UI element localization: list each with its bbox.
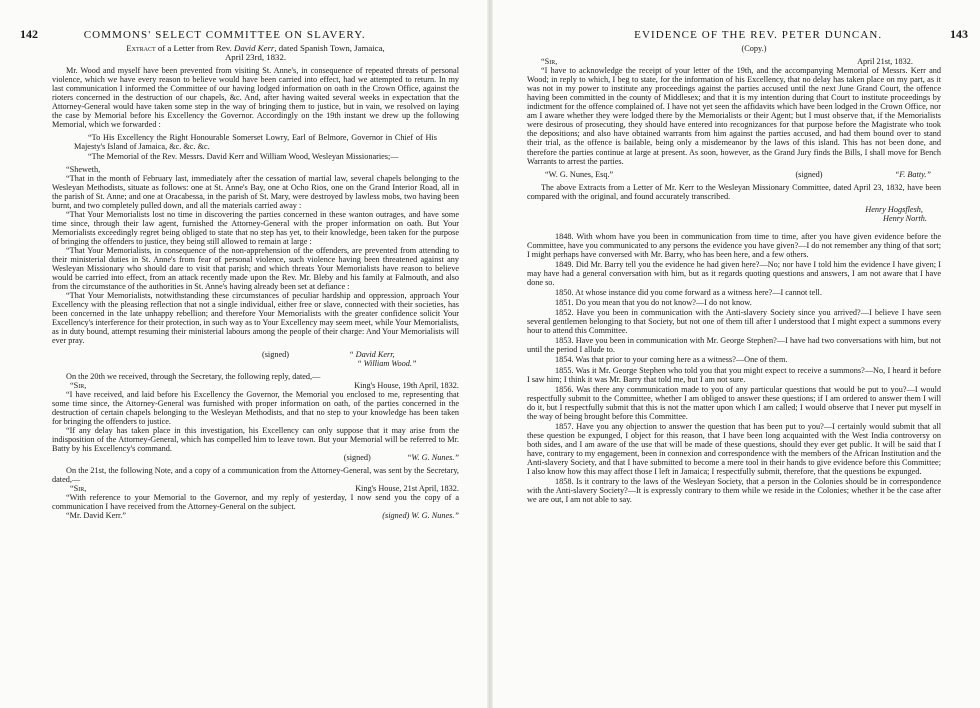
extract-heading-rest: , dated Spanish Town, Jamaica, xyxy=(274,43,385,53)
reply2-paragraph: “With reference to your Memorial to the Governor, and my reply of yesterday, I now send you the copy of a communication I have received from the Attorney-General on the subject. xyxy=(52,493,459,512)
question-1854: 1854. Was that prior to your coming here as a witness?—One of them. xyxy=(555,355,788,365)
extract-heading-date: April 23rd, 1832. xyxy=(224,52,287,63)
witness-north xyxy=(527,214,941,223)
signature-david-kerr: “ David Kerr, xyxy=(348,349,395,359)
copy-letter-addressee: “W. G. Nunes, Esq.” xyxy=(545,169,614,179)
copy-label: (Copy.) xyxy=(741,44,767,53)
question-1856: 1856. Was there any communication made to you of any particular questions that would be put to you?—I would respectfully submit to the Committee, whether I am obliged to answer these questions; if I am ordered to answer them I will do it, but I respectfully submit that this is not the matter upon which I am called; I would observe that I never put myself in the way of being brought before this Committee. xyxy=(527,384,941,421)
copy-letter-signature-name: “F. Batty.” xyxy=(894,169,931,179)
copy-letter-signed-label: (signed) xyxy=(795,169,823,179)
reply2-salutation: “Sir, xyxy=(70,484,87,494)
copy-letter-salutation: “Sir, xyxy=(541,57,558,67)
question-1855: 1855. Was it Mr. George Stephen who told you that you might expect to receive a summons?—No, I heard it before I saw him; I think it was Mr. Barry that told me, but I am not sure. xyxy=(527,365,941,384)
question-1848: 1848. With whom have you been in communication from time to time, after you have given evidence before the Committee, have you communicated to any persons the evidence you have given?—I do not remember any thing of that sort; I might perhaps have conversed with Mr. Barry, who has been here, and a few others. xyxy=(527,231,941,259)
reply1-dateline: King's House, 19th April, 1832. xyxy=(354,380,459,390)
extract-heading-mid: of a Letter from Rev. xyxy=(155,43,234,53)
question-1849: 1849. Did Mr. Barry tell you the evidence he had given here?—No; nor have I told him the evidence I have given; I may have had a general conversation with him, but as it regards quoting questions and answers, I am not aware that I have done so. xyxy=(527,259,941,288)
extract-heading-prefix: Extract xyxy=(126,43,156,53)
extract-heading-author: David Kerr xyxy=(233,43,275,53)
reply-intro: On the 20th we received, through the Secretary, the following reply, dated,— xyxy=(66,371,321,381)
memorial-paragraph: “That Your Memorialists lost no time in discovering the parties concerned in these wanton outrages, and have some time since, through their law agent, furnished the Attorney-General with the proper information on oath. But Your Memorialists exceedingly regret being obliged to state that no step has yet, to their knowledge, been taken for the purpose of bringing the offenders to justice, they being still allowed to remain at large : xyxy=(52,209,459,246)
reply1-dateline-row xyxy=(52,381,459,390)
reply1-paragraph: “If any delay has taken place in this investigation, his Excellency can only suppose that it may arise from the indisposition of the Attorney-General, which has compelled him to leave town. But your Memorial will be referred to Mr. Batty by his Excellency's command. xyxy=(52,425,459,453)
reply1-signature-name: “W. G. Nunes.” xyxy=(406,453,459,463)
question-1853: 1853. Have you been in communication with Mr. George Stephen?—I have had two conversations with him, but not until the period I allude to. xyxy=(527,336,941,355)
right-page-number: 143 xyxy=(950,27,968,41)
reply1-paragraph: “I have received, and laid before his Excellency the Governor, the Memorial you enclosed to me, representing that some time since, the Attorney-General was furnished with proper information on oath, of the parties concerned in the destruction of certain chapels belonging to the Wesleyan Methodists, and that no step to your knowledge has been taken for bringing the offenders to justice. xyxy=(52,389,459,426)
question-1858: 1858. Is it contrary to the laws of the Wesleyan Society, that a person in the Colonies should be in correspondence with the Anti-slavery Society?—It is expressly contrary to them while we reside in the Colonies; whether it be the case after we are out, I am not able to say. xyxy=(527,477,941,505)
copy-letter-body: “I have to acknowledge the receipt of your letter of the 19th, and the accompanying Memorial of Messrs. Kerr and Wood; in reply to which, I beg to state, for the information of his Excellency, that no delay has taken place on my part, as it was not in my power to institute any proceedings against the parties accused until the next June Grand Court, the offence having been committed in the county of Middlesex; and that it is my intention during that Court to institute proceedings by indictment for the offence complained of. I have not yet seen the affidavits which have been lodged in the Crown Office, nor am I aware whether they were lodged there by the Memorialists or their Agent; but I must observe that, if the Memorialists were desirous of prosecuting, they should have entered into recognizances for that purpose before the Magistrate who took the depositions; and also have obtained warrants from him against the parties accused, and had them bound over to stand their trial, as the offence is bailable, being only a misdemeanor by the laws of this island. This has not been done, and therefore the parties continue at large at present. As soon, however, as the Grand Jury finds the Bills, I shall move for Bench Warrants to arrest the parties. xyxy=(527,66,941,166)
memorial-address: “To His Excellency the Right Honourable Somerset Lowry, Earl of Belmore, Governor in Chief of His Majesty's Island of Jamaica, &c. &c. &c. xyxy=(74,133,437,152)
question-1857: 1857. Have you any objection to answer the question that has been put to you?—I certainly would submit that all these question be expunged, I object for this reason, that I have been long acquainted with the West India controversy on both sides, and I am aware of the use that will be made of these questions, should they ever get public. It will be said that I have, contrary to my engagement, been in connexion and correspondence with the members of the African Institution and the Anti-slavery Society, and that I have submitted to become a mere tool in their hands to give evidence before this Committee; I also know how this may affect those I left in Jamaica; I respectfully submit, therefore, that the questions be expunged. xyxy=(527,421,941,477)
left-page-header xyxy=(20,27,366,42)
memorial-paragraph: “That Your Memorialists, notwithstanding these circumstances of peculiar hardship and oppression, approach Your Excellency with the pleasing reflection that not a single individual, either free or slave, connected with their societies, has been concerned in the late unhappy rebellion; and therefore Your Memorialists with the greater confidence solicit Your Excellency's interference for their protection, in such way as to Your Excellency may seem meet, while Your Memorialists, as in duty bound, attempt resuming their ministerial labours among the people of their charge: And Your Memorialists will ever pray. xyxy=(52,291,459,346)
right-page-header xyxy=(634,27,968,42)
witness-north-name: Henry North. xyxy=(883,213,927,223)
reply2-dateline-row xyxy=(52,484,459,493)
witness-hogsflesh xyxy=(527,205,941,214)
reply1-signature xyxy=(52,453,459,462)
reply2-signature: (signed) W. G. Nunes.” xyxy=(382,511,459,521)
question-1852: 1852. Have you been in communication with the Anti-slavery Society since you arrived?—I believe I have seen several gentlemen belonging to that Society, but not one of them till after I understood that I might expect a summons every hour to attend this Committee. xyxy=(527,308,941,336)
reply2-dateline: King's House, 21st April, 1832. xyxy=(355,484,459,494)
right-running-head: EVIDENCE OF THE REV. PETER DUNCAN. xyxy=(634,29,883,41)
left-page-body xyxy=(52,44,459,520)
memorial-paragraph: “That in the month of February last, immediately after the cessation of martial law, several chapels belonging to the Wesleyan Methodists, situate as follows: one at St. Anne's Bay, one at Ocho Rios, one on the Grand Interior Road, all in the parish of St. Anne; and one at Oracabessa, in the parish of St. Mary, were destroyed by lawless mobs, two having been burnt, and two completely pulled down, and all the materials carried away : xyxy=(52,173,459,210)
memorial-signature xyxy=(52,350,459,368)
reply1-signed-label: (signed) xyxy=(343,453,371,463)
note-intro: On the 21st, the following Note, and a copy of a communication from the Attorney-General, was sent by the Secretary, dated,— xyxy=(52,466,459,485)
memorial-title: “The Memorial of the Rev. Messrs. David Kerr and William Wood, Wesleyan Missionaries;— xyxy=(88,151,399,161)
left-page-number: 142 xyxy=(20,27,38,41)
reply2-closing xyxy=(52,511,459,520)
memorial-sheweth: “Sheweth, xyxy=(66,164,101,174)
memorial-paragraph: “That Your Memorialists, in consequence of the non-apprehension of the offenders, are prevented from attending to their ministerial duties in St. Anne's from fear of personal violence, such violence having been threatened against any Wesleyan Missionary who should dare to visit that parish; and which threats Your Memorialists have reason to believe would be carried into effect, from an attack recently made upon the Rev. Mr. Bleby and his family at Falmouth, and also from the circumstance of the authorities in St. Anne's having already been set at defiance : xyxy=(52,245,459,292)
reply2-addressee: “Mr. David Kerr.” xyxy=(66,511,127,521)
signature-william-wood: “ William Wood.” xyxy=(356,358,417,368)
question-1850: 1850. At whose instance did you come forward as a witness here?—I cannot tell. xyxy=(555,288,822,298)
copy-letter-dateline-row xyxy=(527,57,941,66)
memorial-signed-label: (signed) xyxy=(261,349,290,359)
question-1851: 1851. Do you mean that you do not know?—I do not know. xyxy=(555,298,752,308)
left-running-head: COMMONS' SELECT COMMITTEE ON SLAVERY. xyxy=(83,29,366,41)
intro-paragraph: Mr. Wood and myself have been prevented from visiting St. Anne's, in consequence of repeated threats of personal violence, which we have every reason to believe would have been carried into effect, had we attempted to return. In my last communication I informed the Committee of our having lodged information on oath in the Crown Office, against the rioters concerned in the destruction of our chapels, &c. And, after having waited several weeks in expectation that the Attorney-General would have taken some step in the way of bringing them to justice, but in vain, we resolved on laying the case by Memorial before his Excellency the Governor. Accordingly on the 19th instant we drew up the following Memorial, which we forwarded : xyxy=(52,66,459,130)
comparison-note: The above Extracts from a Letter of Mr. Kerr to the Wesleyan Missionary Committee, dated April 23, 1832, have been compared with the original, and found accurately transcribed. xyxy=(527,182,941,201)
reply1-salutation: “Sir, xyxy=(70,380,87,390)
witness-hogsflesh-name: Henry Hogsflesh, xyxy=(865,204,923,214)
copy-letter-dateline: April 21st, 1832. xyxy=(857,57,913,67)
right-page xyxy=(490,0,980,708)
right-page-body xyxy=(527,44,941,504)
copy-letter-signature-row xyxy=(527,170,941,179)
